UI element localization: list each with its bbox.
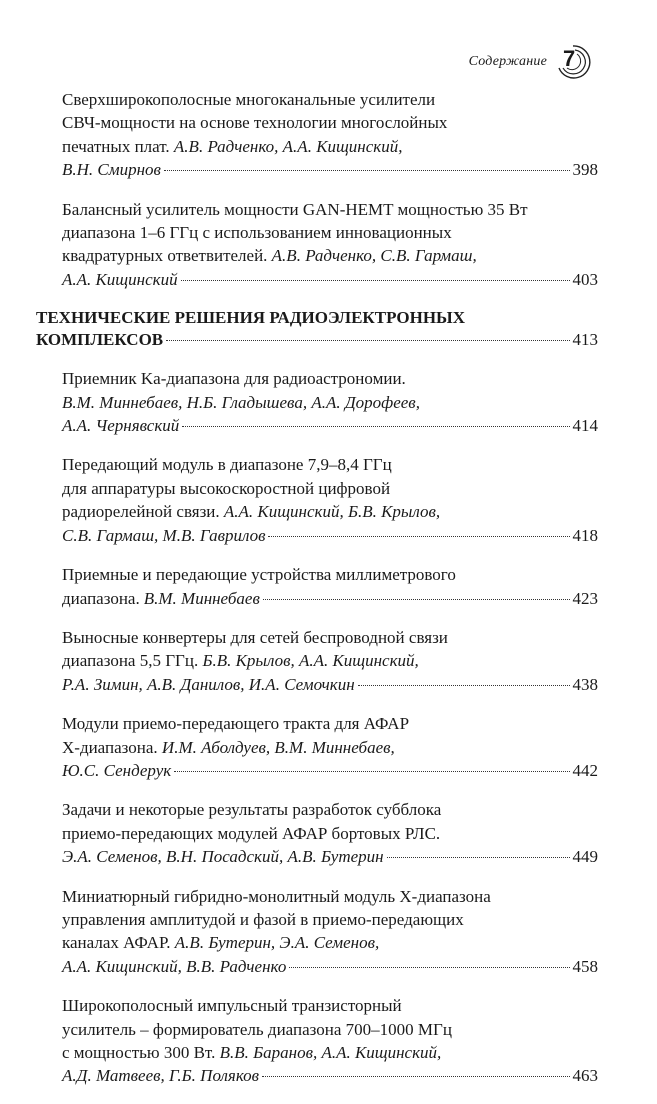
toc-entry-authors: Р.А. Зимин, А.В. Данилов, И.А. Семочкин [62,674,355,694]
toc-entry-authors: А.А. Кищинский, В.В. Радченко [62,956,287,976]
toc-entry-title-line [62,500,598,523]
toc-entry-title-line: усилитель – формирователь диапазона 700–1000 МГц [62,1019,452,1039]
toc-entry[interactable] [36,563,598,610]
toc-entry-authors: С.В. Гармаш, М.В. Гаврилов [62,525,266,545]
dot-leader [181,280,570,281]
toc-entry-title-line: Приемник Ka-диапазона для радиоастрономии. [62,369,406,389]
toc-entry-last-line [62,587,598,610]
dot-leader [263,599,570,600]
toc-entry-title-line: Миниатюрный гибридно-монолитный модуль X-диапазона [62,886,491,906]
toc-entry-last-line [62,268,598,291]
dot-leader [182,426,569,427]
toc-entry-authors: В.М. Миннебаев, Н.Б. Гладышева, А.А. Дорофеев, [62,392,420,412]
dot-leader [166,340,569,341]
toc-entry-authors: И.М. Аболдуев, В.М. Миннебаев, [161,737,395,757]
toc-entry-last-line [62,158,598,181]
toc-entry-authors: А.А. Чернявский [62,416,180,436]
toc-entry-title-line: управления амплитудой и фазой в приемо-передающих [62,909,464,929]
toc-entry-title-line [62,931,598,954]
toc-entry-authors: Э.А. Семенов, В.Н. Посадский, А.В. Бутерин [62,847,384,867]
toc-entry-title-line: СВЧ-мощности на основе технологии многослойных [62,113,448,133]
toc-entry-title-line: Приемные и передающие устройства миллиметрового [62,565,456,585]
toc-entry-last-line [62,414,598,437]
toc-entry-title-line: Сверхширокополосные многоканальные усилители [62,90,436,109]
toc-entry-last-line [62,1064,598,1087]
toc-entry-authors: А.В. Радченко, А.А. Кищинский, [173,136,403,156]
dot-leader [164,170,570,171]
toc-entry-title-line [62,649,598,672]
page-number-badge [553,42,593,82]
toc-entry-title-text: X-диапазона. [62,737,162,757]
toc-entry-page: 438 [572,674,598,694]
toc-entry-title-line: Широкополосный импульсный транзисторный [62,996,402,1016]
toc-entry[interactable] [36,367,598,437]
dot-leader [387,857,570,858]
toc-entry-page: 398 [572,160,598,180]
toc-entry-title-line: диапазона 1–6 ГГц с использованием инновационных [62,223,452,243]
toc-entry-title-line: Передающий модуль в диапазоне 7,9–8,4 ГГц [62,455,392,475]
toc-entry-title-line: Выносные конвертеры для сетей беспроводной связи [62,627,448,647]
toc-entry[interactable] [36,994,598,1088]
toc-entry-page: 403 [572,269,598,289]
toc-entry-authors: В.Н. Смирнов [62,160,161,180]
toc-entry-authors: А.А. Кищинский [62,269,178,289]
toc-entry-page: 418 [572,525,598,545]
toc-entry[interactable] [36,798,598,868]
page-number: 7 [563,46,576,71]
toc-entry-authors: Ю.С. Сендерук [62,760,172,780]
toc-entry-title-line [62,736,598,759]
toc-entry-authors: А.Д. Матвеев, Г.Б. Поляков [62,1066,260,1086]
toc-entry-title-text: диапазона 5,5 ГГц. [62,651,203,671]
toc-entry-authors: А.А. Кищинский, Б.В. Крылов, [223,502,441,522]
toc-entry-title-text: радиорелейной связи. [62,502,224,522]
table-of-contents [36,88,598,1104]
dot-leader [174,771,569,772]
section-title-line: ТЕХНИЧЕСКИЕ РЕШЕНИЯ РАДИОЭЛЕКТРОННЫХ [36,308,466,328]
toc-entry[interactable] [36,198,598,292]
toc-entry[interactable] [36,712,598,782]
toc-entry-title-line: Балансный усилитель мощности GAN-HEMT мощностью 35 Вт [62,199,528,219]
toc-entry-page: 449 [572,847,598,867]
toc-entry-authors: А.В. Бутерин, Э.А. Семенов, [174,933,380,953]
toc-entry-title-line [62,135,598,158]
toc-entry-last-line [62,673,598,696]
toc-entry-page: 463 [572,1066,598,1086]
toc-entry-title-line: Задачи и некоторые результаты разработок субблока [62,800,442,820]
dot-leader [358,685,570,686]
section-page: 413 [572,330,598,350]
toc-entry-last-line [62,955,598,978]
toc-entry-page: 458 [572,956,598,976]
toc-entry-title-line [62,1041,598,1064]
section-title-line: КОМПЛЕКСОВ [36,330,164,350]
toc-entry-page: 442 [572,760,598,780]
toc-entry-page: 414 [572,416,598,436]
toc-entry-authors: В.М. Миннебаев [143,588,260,608]
toc-entry-authors: А.В. Радченко, С.В. Гармаш, [271,246,477,266]
section-title-last-line [36,329,598,351]
dot-leader [289,967,569,968]
toc-entry-title-line: для аппаратуры высокоскоростной цифровой [62,478,391,498]
toc-entry[interactable] [36,88,598,182]
dot-leader [268,536,569,537]
toc-entry-authors: Б.В. Крылов, А.А. Кищинский, [202,651,419,671]
toc-entry-title-text: каналах АФАР. [62,933,175,953]
toc-entry-title-text: с мощностью 300 Вт. [62,1043,220,1062]
toc-entry-title-text: диапазона. [62,588,140,608]
running-head-title: Содержание [468,54,547,69]
toc-section-heading[interactable] [36,307,598,351]
toc-entry-last-line [62,524,598,547]
toc-entry[interactable] [36,885,598,979]
running-head [469,42,593,82]
toc-entry-last-line [62,845,598,868]
toc-entry-authors: В.В. Баранов, А.А. Кищинский, [219,1043,442,1062]
toc-entry-title-line: Модули приемо-передающего тракта для АФАР [62,714,410,734]
toc-entry-last-line [62,759,598,782]
dot-leader [262,1076,569,1077]
toc-entry[interactable] [36,453,598,547]
toc-entry-title-line [62,244,598,267]
toc-entry-page: 423 [572,588,598,608]
toc-entry-title-text: квадратурных ответвителей. [62,246,272,266]
toc-entry-title-text: печатных плат. [62,136,174,156]
toc-entry-title-line: приемо-передающих модулей АФАР бортовых РЛС. [62,823,441,843]
toc-entry[interactable] [36,626,598,696]
